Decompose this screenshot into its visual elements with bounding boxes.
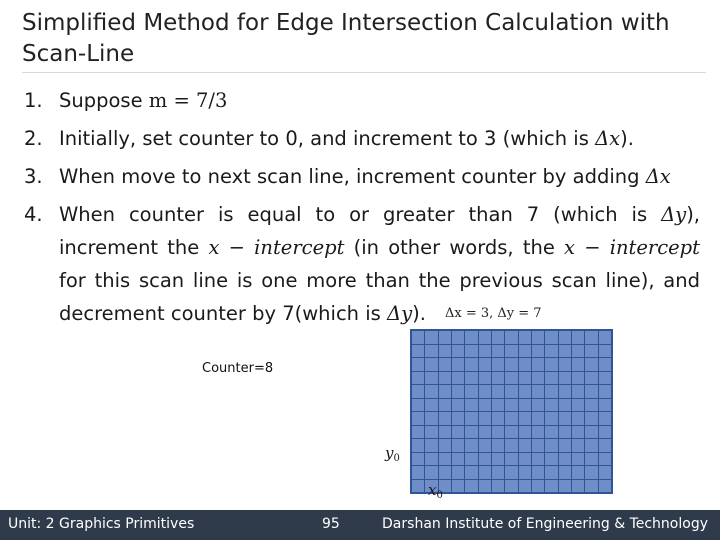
grid-cell [505,358,517,371]
grid-cell [439,439,451,452]
grid-cell [412,385,424,398]
footer-institute: Darshan Institute of Engineering & Technology [382,516,708,532]
step-text: ), increment the [59,203,700,259]
grid-cell [452,345,464,358]
grid-cell [585,345,597,358]
grid-cell [572,480,584,493]
grid-cell [465,466,477,479]
grid-cell [479,466,491,479]
grid-cell [585,372,597,385]
grid-cell [545,426,557,439]
grid-cell [425,358,437,371]
grid-cell [532,385,544,398]
grid-cell [412,372,424,385]
step-text-tail: ). [620,127,634,150]
grid-cell [439,345,451,358]
grid-cell [545,480,557,493]
grid-cell [572,412,584,425]
step-math: x − intercept [208,236,345,259]
grid-cell [519,453,531,466]
grid-cell [572,399,584,412]
slide-title: Simplified Method for Edge Intersection Calculation with Scan-Line [22,10,670,67]
grid-cell [585,466,597,479]
grid-cell [425,399,437,412]
grid-cell [505,439,517,452]
grid-cell [545,345,557,358]
grid-cell [425,345,437,358]
grid-cell [412,358,424,371]
grid-cell [572,426,584,439]
grid-cell [519,385,531,398]
grid-cell [505,385,517,398]
grid-cell [585,453,597,466]
grid-cell [505,412,517,425]
grid-cell [532,480,544,493]
grid-cell [465,439,477,452]
grid-cell [452,372,464,385]
grid-cell [452,453,464,466]
grid-cell [519,439,531,452]
grid-cell [492,358,504,371]
step-text: for this scan line is one more than the previous scan line), and decrement counter by 7(which is [59,269,700,325]
grid-cell [559,385,571,398]
grid-cell [425,426,437,439]
grid-cell [412,453,424,466]
grid-cell [452,399,464,412]
grid-cell [519,331,531,344]
grid-cell [532,372,544,385]
grid-cell [572,331,584,344]
step-number: 1. [24,89,43,112]
grid-cell [532,426,544,439]
y0-label: $y_0$ [385,444,400,464]
grid-cell [452,466,464,479]
grid-cell [439,466,451,479]
grid-cell [559,426,571,439]
grid-cell [585,399,597,412]
grid-cell [425,372,437,385]
grid-cell [465,453,477,466]
pixel-grid [410,329,613,494]
grid-cell [599,466,611,479]
grid-cell [452,480,464,493]
step-math: Δy [661,203,687,226]
grid-cell [479,412,491,425]
grid-cell [585,480,597,493]
step-math: Δx [645,165,671,188]
grid-cell [412,480,424,493]
grid-cell [439,399,451,412]
grid-cell [452,439,464,452]
grid-cell [505,480,517,493]
grid-cell [532,345,544,358]
step-math: x − intercept [564,236,700,259]
step-text: ). [412,302,426,325]
grid-cell [532,358,544,371]
grid-cell [492,399,504,412]
grid-cell [559,412,571,425]
grid-cell [519,345,531,358]
footer-unit: Unit: 2 Graphics Primitives [8,516,195,532]
grid-cell [492,372,504,385]
grid-cell [439,372,451,385]
grid-cell [545,453,557,466]
grid-cell [492,385,504,398]
grid-cell [532,453,544,466]
grid-cell [412,399,424,412]
grid-cell [479,426,491,439]
grid-cell [412,426,424,439]
grid-cell [585,331,597,344]
steps-list [24,84,700,335]
grid-cell [425,385,437,398]
grid-cell [439,412,451,425]
grid-cell [545,412,557,425]
grid-cell [492,426,504,439]
grid-cell [425,453,437,466]
counter-label: Counter=8 [202,361,274,376]
grid-cell [412,466,424,479]
grid-cell [519,466,531,479]
grid-cell [412,439,424,452]
grid-cell [425,331,437,344]
step-text: Initially, set counter to 0, and increment to 3 (which is [59,127,596,150]
grid-cell [439,426,451,439]
grid-cell [479,399,491,412]
grid-cell [585,426,597,439]
grid-cell [559,439,571,452]
grid-cell [559,466,571,479]
grid-cell [559,480,571,493]
step-text: Suppose [59,89,149,112]
grid-cell [439,385,451,398]
grid-cell [585,439,597,452]
grid-cell [479,331,491,344]
grid-cell [572,466,584,479]
grid-cell [452,385,464,398]
grid-cell [599,358,611,371]
grid-cell [492,412,504,425]
grid-cell [479,385,491,398]
grid-cell [479,372,491,385]
step-1 [24,84,700,117]
grid-cell [532,466,544,479]
grid-cell [599,331,611,344]
grid-cell [439,331,451,344]
grid-cell [465,385,477,398]
grid-cell [412,345,424,358]
grid-cell [505,466,517,479]
grid-cell [452,358,464,371]
grid-cell [572,345,584,358]
grid-cell [532,412,544,425]
grid-cell [545,466,557,479]
grid-cell [599,345,611,358]
grid-cell [519,399,531,412]
grid-cell [505,345,517,358]
step-math: Δy [387,302,413,325]
grid-cell [519,412,531,425]
step-text: When move to next scan line, increment counter by adding [59,165,646,188]
grid-cell [465,426,477,439]
grid-cell [505,426,517,439]
delta-label: Δx = 3, Δy = 7 [445,306,542,321]
grid-cell [519,358,531,371]
grid-cell [492,480,504,493]
step-math: Δx [595,127,621,150]
grid-cell [559,372,571,385]
grid-cell [545,385,557,398]
title-divider [22,72,706,73]
grid-cell [479,453,491,466]
grid-cell [599,480,611,493]
grid-cell [452,426,464,439]
step-3 [24,160,700,193]
grid-cell [599,372,611,385]
grid-cell [465,412,477,425]
grid-cell [599,385,611,398]
grid-cell [599,412,611,425]
grid-cell [425,412,437,425]
grid-cell [559,345,571,358]
grid-cell [492,466,504,479]
grid-cell [532,399,544,412]
grid-cell [572,372,584,385]
grid-cell [599,426,611,439]
grid-cell [572,453,584,466]
grid-cell [465,399,477,412]
grid-cell [545,358,557,371]
grid-cell [559,331,571,344]
grid-cell [465,331,477,344]
grid-cell [559,358,571,371]
grid-cell [479,358,491,371]
grid-cell [492,439,504,452]
grid-cell [572,358,584,371]
step-number: 4. [24,203,43,226]
grid-cell [572,439,584,452]
grid-cell [425,466,437,479]
grid-cell [412,331,424,344]
grid-cell [545,399,557,412]
grid-cell [545,439,557,452]
grid-cell [599,439,611,452]
grid-cell [465,358,477,371]
grid-cell [425,439,437,452]
grid-cell [412,412,424,425]
step-number: 2. [24,127,43,150]
grid-cell [505,399,517,412]
step-number: 3. [24,165,43,188]
grid-cell [452,331,464,344]
step-text: When counter is equal to or greater than 7 (which is [59,203,662,226]
grid-cell [439,453,451,466]
grid-cell [559,453,571,466]
grid-cell [479,480,491,493]
page-number: 95 [322,516,340,532]
grid-cell [545,331,557,344]
step-math: m = 7/3 [148,89,228,112]
grid-cell [505,331,517,344]
grid-cell [505,372,517,385]
grid-cell [492,453,504,466]
grid-cell [585,412,597,425]
grid-cell [532,439,544,452]
grid-cell [505,453,517,466]
grid-cell [452,412,464,425]
grid-cell [599,399,611,412]
grid-cell [559,399,571,412]
grid-cell [545,372,557,385]
footer-bar [0,510,720,540]
grid-cell [439,358,451,371]
grid-cell [519,426,531,439]
grid-cell [585,358,597,371]
grid-cell [519,480,531,493]
grid-cell [519,372,531,385]
grid-cell [492,331,504,344]
grid-cell [465,372,477,385]
grid-cell [532,331,544,344]
grid-cell [585,385,597,398]
step-text: (in other words, the [344,236,565,259]
step-4 [24,198,700,330]
grid-cell [479,439,491,452]
grid-cell [465,480,477,493]
grid-cell [465,345,477,358]
grid-cell [599,453,611,466]
step-2 [24,122,700,155]
grid-cell [492,345,504,358]
grid-cell [572,385,584,398]
grid-cell [479,345,491,358]
x0-label: $x_0$ [428,481,443,501]
